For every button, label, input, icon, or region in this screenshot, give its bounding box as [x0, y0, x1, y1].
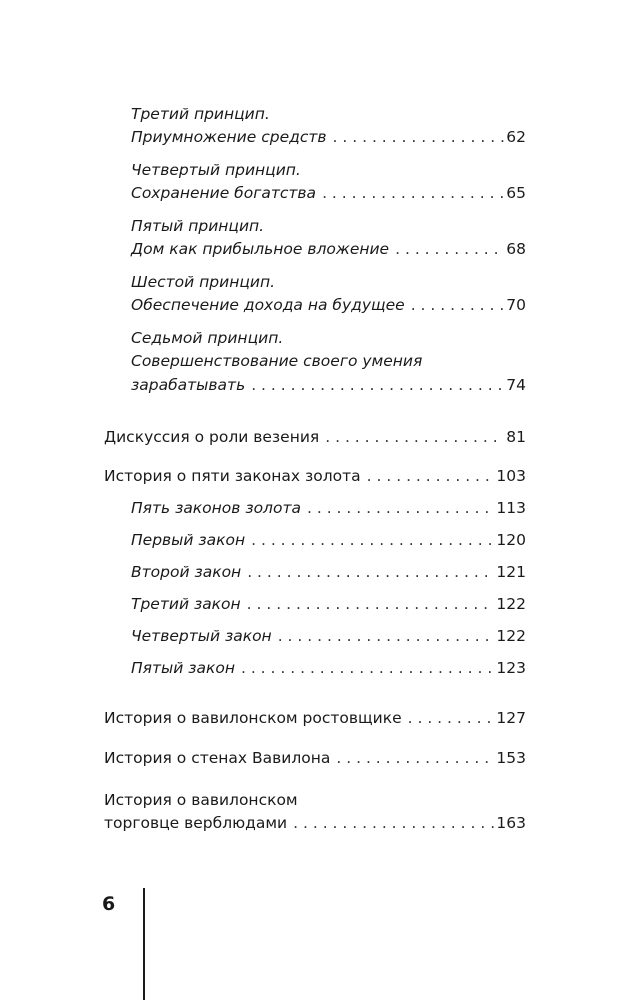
toc-entry-page: 113: [496, 499, 526, 517]
toc-entry: [131, 215, 526, 237]
toc-entry-title: Седьмой принцип.: [131, 329, 284, 347]
toc-entry-title: Четвертый принцип.: [131, 161, 301, 179]
toc-entry-title: Приумножение средств: [131, 128, 327, 146]
toc-entry-page: 123: [496, 659, 526, 677]
dot-leader: [251, 374, 504, 396]
toc-entry-title: Обеспечение дохода на будущее: [131, 296, 405, 314]
toc-entry-page: 70: [506, 296, 526, 314]
toc-entry-page: 120: [496, 531, 526, 549]
dot-leader: [322, 182, 504, 204]
toc-entry-title: История о пяти законах золота: [104, 467, 361, 485]
toc-entry: [131, 271, 526, 293]
toc-entry-title: Четвертый закон: [131, 627, 272, 645]
toc-entry-title: торговце верблюдами: [104, 814, 288, 832]
dot-leader: [367, 465, 495, 487]
toc-entry-title: Первый закон: [131, 531, 246, 549]
toc-entry-page: 103: [496, 467, 526, 485]
toc-entry: [131, 529, 526, 551]
toc-entry-page: 81: [506, 428, 526, 446]
toc-entry: [131, 126, 526, 148]
toc-entry: [131, 561, 526, 583]
toc-entry-title: Третий закон: [131, 595, 241, 613]
toc-entry-title: Сохранение богатства: [131, 184, 317, 202]
toc-entry-title: Пять законов золота: [131, 499, 301, 517]
toc-entry-page: 122: [496, 627, 526, 645]
toc-entry-title: Дискуссия о роли везения: [104, 428, 320, 446]
toc-entry-page: 122: [496, 595, 526, 613]
toc-entry: [104, 426, 526, 448]
dot-leader: [411, 294, 505, 316]
toc-entry: [131, 497, 526, 519]
toc-entry: [104, 812, 526, 834]
toc-entry-page: 121: [496, 563, 526, 581]
toc-entry: [131, 103, 526, 125]
dot-leader: [395, 238, 504, 260]
page-number: 6: [102, 893, 116, 915]
toc-entry: [131, 294, 526, 316]
toc-entry-title: Дом как прибыльное вложение: [131, 240, 390, 258]
toc-entry-page: 163: [496, 814, 526, 832]
toc-entry-page: 153: [496, 749, 526, 767]
toc-entry-title: Совершенствование своего умения: [131, 352, 423, 370]
dot-leader: [278, 625, 495, 647]
dot-leader: [325, 426, 504, 448]
toc-entry: [104, 747, 526, 769]
toc-entry: [131, 374, 526, 396]
toc-entry-page: 65: [506, 184, 526, 202]
toc-entry-title: Третий принцип.: [131, 105, 270, 123]
toc-entry: [131, 625, 526, 647]
toc-entry: [131, 657, 526, 679]
dot-leader: [333, 126, 505, 148]
toc-entry-page: 127: [496, 709, 526, 727]
toc-entry: [104, 707, 526, 729]
toc-entry-title: История о вавилонском: [104, 791, 298, 809]
toc-entry-title: Шестой принцип.: [131, 273, 276, 291]
toc-entry: [131, 350, 526, 372]
toc-entry-page: 68: [506, 240, 526, 258]
toc-entry-page: 62: [506, 128, 526, 146]
vertical-rule: [143, 888, 145, 1000]
dot-leader: [251, 529, 494, 551]
toc-entry-title: зарабатывать: [131, 376, 246, 394]
dot-leader: [247, 561, 494, 583]
toc-entry: [104, 465, 526, 487]
toc-entry-title: История о вавилонском ростовщике: [104, 709, 402, 727]
toc-entry-title: Пятый принцип.: [131, 217, 265, 235]
dot-leader: [241, 657, 494, 679]
toc-entry: [104, 789, 526, 811]
toc-entry: [131, 593, 526, 615]
dot-leader: [307, 497, 494, 519]
toc-entry-title: Пятый закон: [131, 659, 235, 677]
dot-leader: [408, 707, 495, 729]
toc-entry: [131, 159, 526, 181]
dot-leader: [293, 812, 494, 834]
toc-entry-page: 74: [506, 376, 526, 394]
toc-entry: [131, 182, 526, 204]
dot-leader: [247, 593, 495, 615]
toc-entry-title: Второй закон: [131, 563, 242, 581]
toc-entry: [131, 327, 526, 349]
toc-entry-title: История о стенах Вавилона: [104, 749, 331, 767]
toc-entry: [131, 238, 526, 260]
dot-leader: [336, 747, 494, 769]
